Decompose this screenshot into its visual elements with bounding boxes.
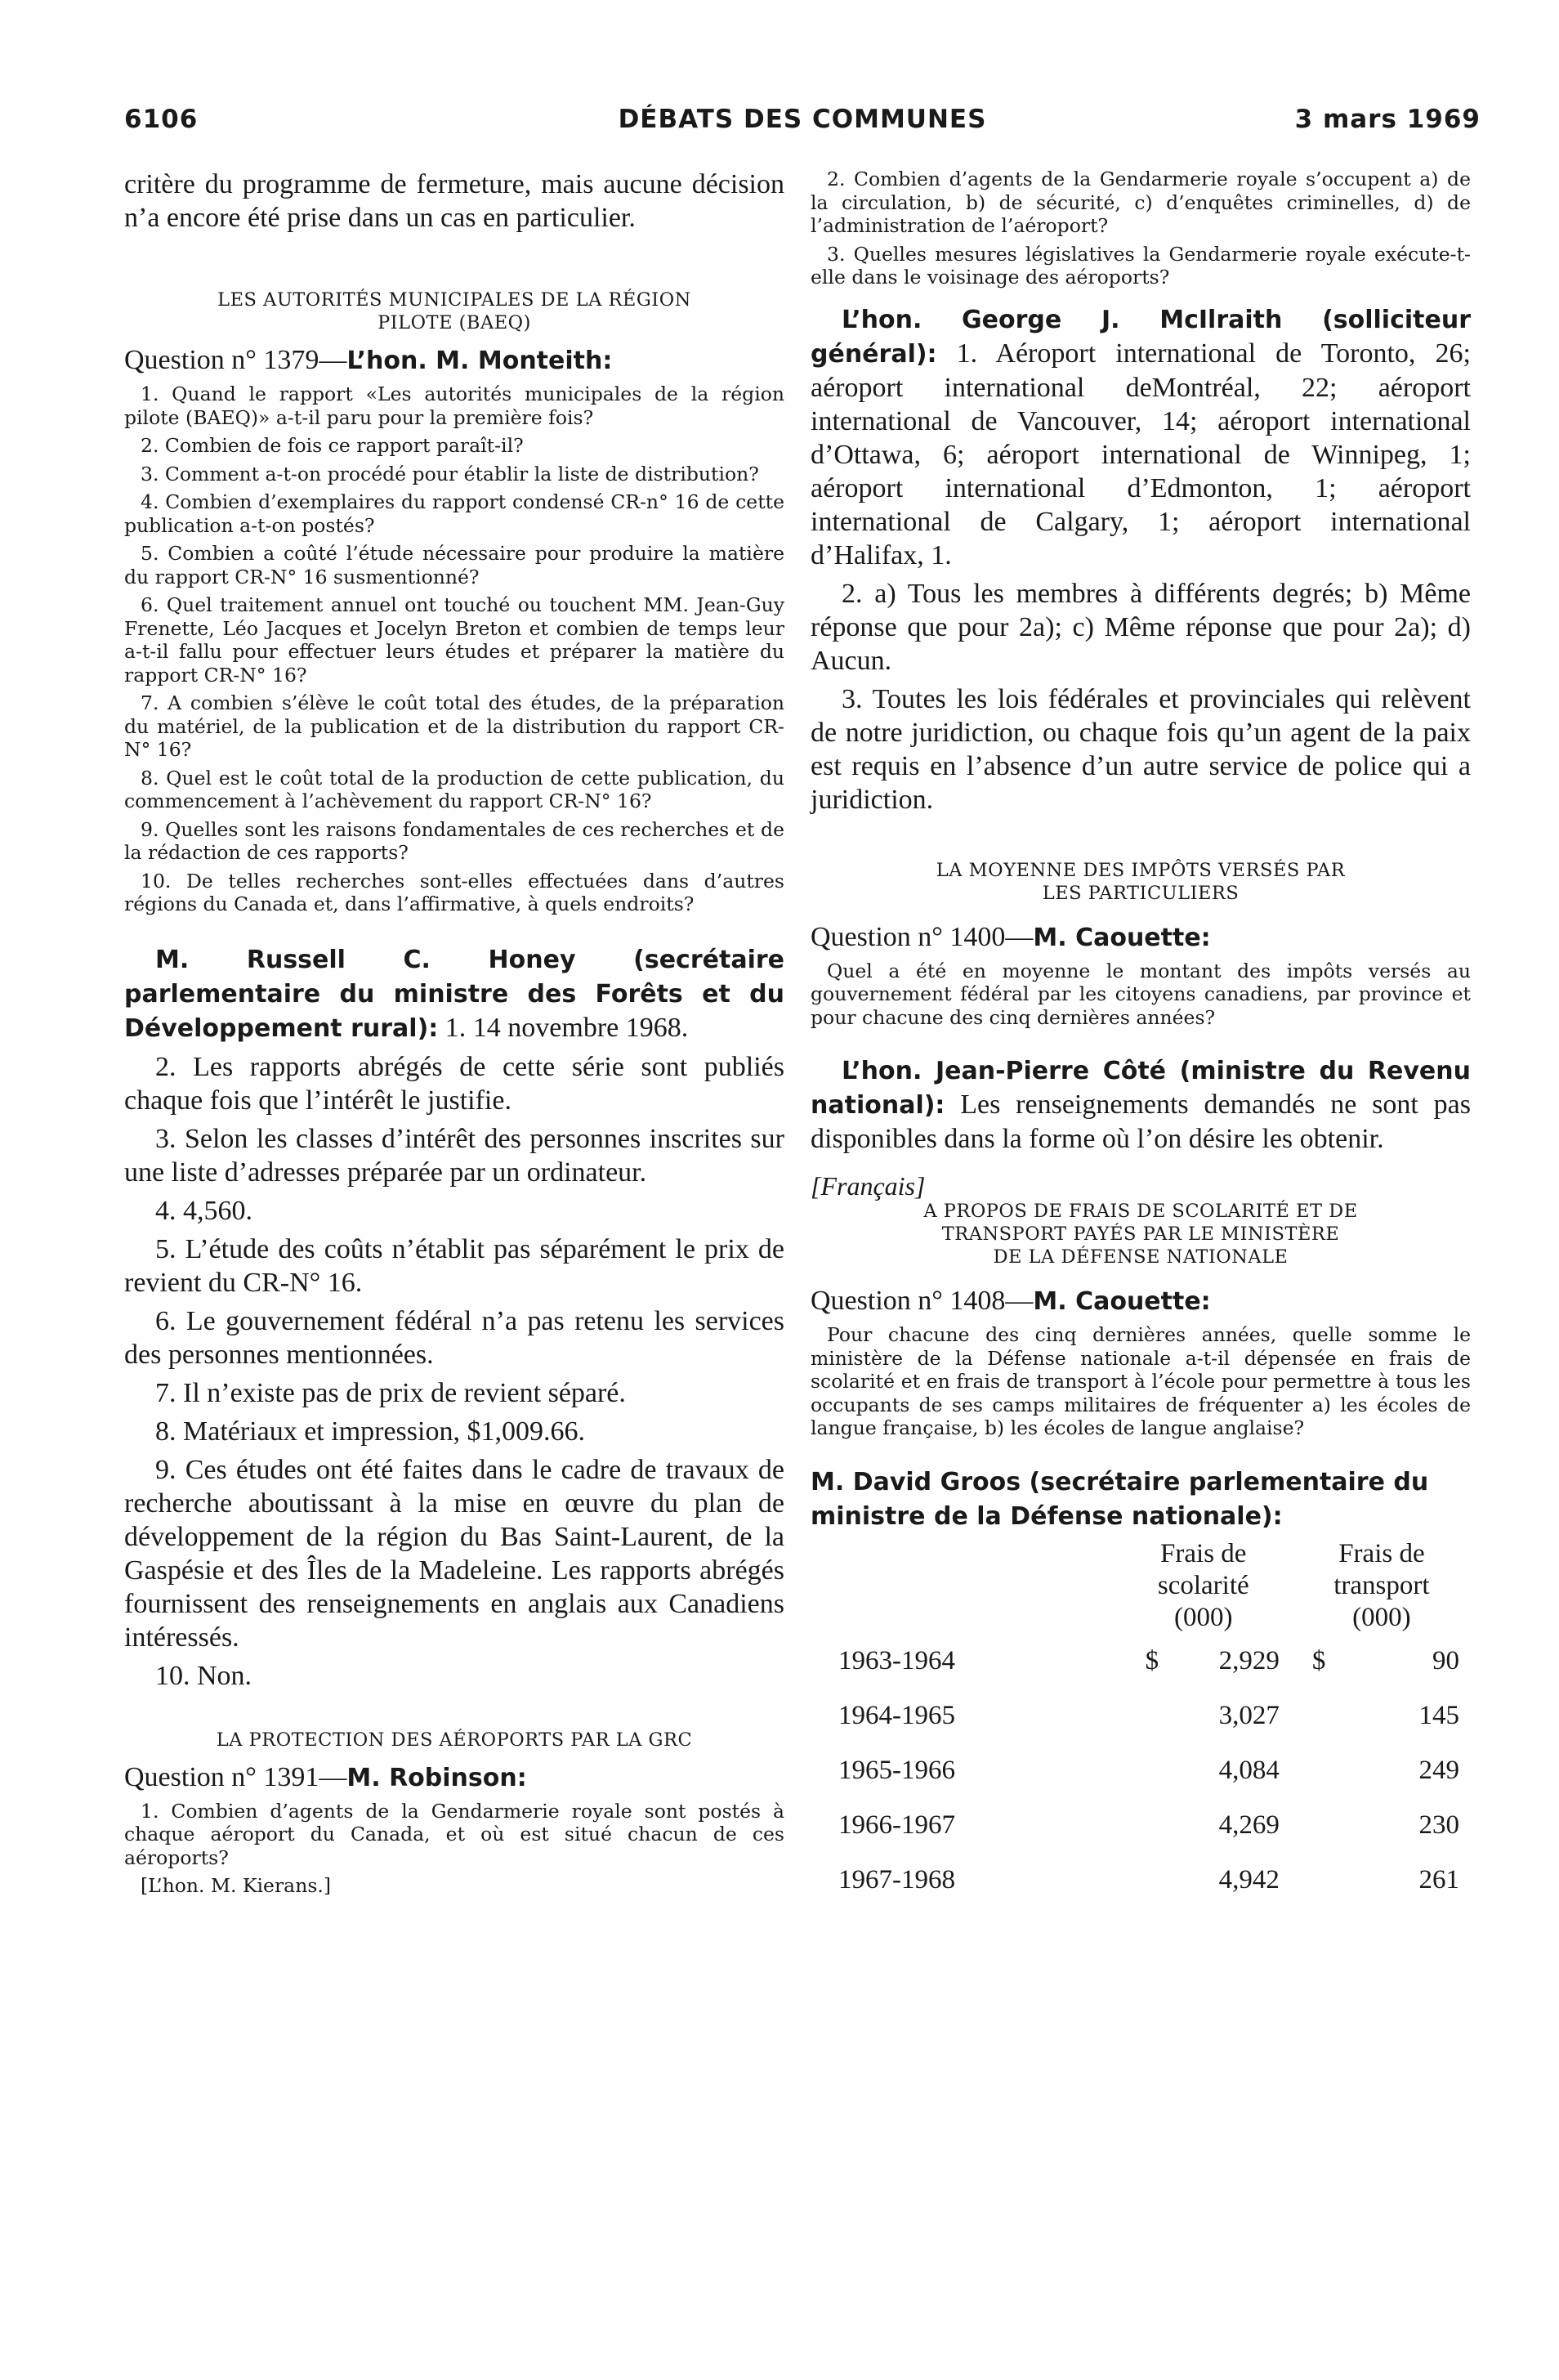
- question-item: 1. Quand le rapport «Les autorités municipales de la région pilote (BAEQ)» a-t-il paru pour la première fois?: [124, 382, 784, 429]
- tuition-value: 2,929: [1218, 1645, 1280, 1675]
- section-heading-line: LES PARTICULIERS: [1042, 882, 1240, 904]
- question-item: 1. Combien d’agents de la Gendarmerie royale sont postés à chaque aéroport du Canada, et où est situé chacun de ces aéroports?: [124, 1799, 784, 1869]
- answer-item: 2. a) Tous les membres à différents degrés; b) Même réponse que pour 2a); c) Même réponse que pour 2a); d) Aucun.: [811, 578, 1471, 676]
- section-heading-line: TRANSPORT PAYÉS PAR LE MINISTÈRE: [941, 1224, 1340, 1245]
- question-1391: [124, 1761, 784, 1795]
- table-row: [811, 1853, 1471, 1908]
- year-cell: 1967-1968: [838, 1864, 955, 1895]
- question-number: Question n° 1391—: [124, 1761, 347, 1792]
- tuition-value: 4,084: [1218, 1755, 1280, 1785]
- page-header: [124, 105, 1481, 145]
- question-item: 10. De telles recherches sont-elles effectuées dans d’autres régions du Canada et, dans l’affirmative, à quels endroits?: [124, 869, 784, 915]
- speaker-name: M. Russell C. Honey (secrétaire parlementaire du ministre des Forêts et du Développement rural):: [124, 945, 784, 1043]
- question-item: 4. Combien d’exemplaires du rapport condensé CR-n° 16 de cette publication a-t-on postés?: [124, 490, 784, 537]
- section-heading-baeq: [124, 289, 784, 334]
- question-text: Quel a été en moyenne le montant des impôts versés au gouvernement fédéral par les citoyens canadiens, par province et pour chacune des cinq dernières années?: [811, 959, 1471, 1029]
- answer-item: 2. Les rapports abrégés de cette série sont publiés chaque fois que l’intérêt le justifie.: [124, 1051, 784, 1116]
- speaker-name: M. David Groos (secrétaire parlementaire du ministre de la Défense nationale):: [811, 1467, 1429, 1531]
- table-row: [811, 1634, 1471, 1689]
- section-heading-line: A PROPOS DE FRAIS DE SCOLARITÉ ET DE: [923, 1201, 1358, 1222]
- transport-cell: [1293, 1798, 1471, 1853]
- transport-value: 261: [1418, 1864, 1459, 1895]
- speaker-name: L’hon. Jean-Pierre Côté (ministre du Revenu national):: [811, 1057, 1471, 1120]
- fees-table: [811, 1538, 1471, 1908]
- question-member: L’hon. M. Monteith:: [346, 347, 613, 375]
- transport-cell: [1293, 1743, 1471, 1798]
- answer-item: 9. Ces études ont été faites dans le cadre de travaux de recherche aboutissant à la mise en œuvre du plan de développement de la région du Bas Saint-Laurent, de la Gaspésie et des Îles de la Madeleine. Les rapports abrégés fournissent des renseignements en anglais aux Canadiens intéressés.: [124, 1454, 784, 1653]
- question-number: Question n° 1400—: [811, 921, 1034, 952]
- column-header-line: (000): [1174, 1602, 1233, 1632]
- table-header-tuition: [1115, 1538, 1293, 1634]
- answer-item: 3. Toutes les lois fédérales et provinciales qui relèvent de notre juridiction, ou chaque fois qu’un agent de la paix est requis en l’absence d’un autre service de police qui a juridiction.: [811, 683, 1471, 815]
- transport-value: 249: [1418, 1755, 1459, 1785]
- answer-groos: [811, 1465, 1471, 1533]
- speaker-name: L’hon. George J. McIlraith (solliciteur général):: [811, 305, 1471, 369]
- right-column: [811, 168, 1471, 1908]
- question-item: 9. Quelles sont les raisons fondamentales de ces recherches et de la rédaction de ces rapports?: [124, 817, 784, 864]
- transport-value: 145: [1418, 1700, 1459, 1730]
- question-item: 5. Combien a coûté l’étude nécessaire pour produire la matière du rapport CR-N° 16 susmentionné?: [124, 542, 784, 588]
- transport-value: 90: [1432, 1645, 1459, 1675]
- answer-cote: [811, 1054, 1471, 1156]
- currency-sign: $: [1145, 1645, 1159, 1675]
- tuition-cell: [1115, 1853, 1293, 1908]
- answer-text: 1. 14 novembre 1968.: [438, 1012, 689, 1043]
- answer-item: 8. Matériaux et impression, $1,009.66.: [155, 1416, 585, 1447]
- sitting-date: 3 mars 1969: [1294, 105, 1481, 134]
- question-text: Pour chacune des cinq dernières années, quelle somme le ministère de la Défense nationale a-t-il dépensée en frais de scolarité et en frais de transport à l’école pour permettre à tous les occupants de ses camps militaires de fréquenter a) les écoles de langue française, b) les écoles de langue anglaise?: [811, 1323, 1471, 1439]
- transport-value: 230: [1418, 1810, 1459, 1840]
- attribution: [L’hon. M. Kierans.]: [141, 1874, 332, 1897]
- section-heading-impots: [811, 859, 1471, 905]
- table-row: [811, 1689, 1471, 1743]
- left-column: [124, 168, 784, 1903]
- column-header-line: Frais de: [1338, 1538, 1425, 1568]
- table-row: [811, 1798, 1471, 1853]
- table-header-transport: [1293, 1538, 1471, 1634]
- question-item: 8. Quel est le coût total de la production de cette publication, du commencement à l’achèvement du rapport CR-N° 16?: [124, 766, 784, 812]
- answer-item: 6. Le gouvernement fédéral n’a pas retenu les services des personnes mentionnées.: [124, 1305, 784, 1370]
- tuition-cell: [1115, 1634, 1293, 1689]
- question-item: 2. Combien d’agents de la Gendarmerie royale s’occupent a) de la circulation, b) de sécurité, c) d’enquêtes criminelles, d) de l’administration de l’aéroport?: [811, 168, 1471, 237]
- question-member: M. Caouette:: [1033, 1287, 1211, 1316]
- intro-paragraph: critère du programme de fermeture, mais aucune décision n’a encore été prise dans un cas en particulier.: [124, 169, 784, 233]
- tuition-value: 4,942: [1218, 1864, 1280, 1895]
- column-header-line: transport: [1333, 1570, 1430, 1600]
- section-heading-line: PILOTE (BAEQ): [377, 312, 531, 333]
- answer-text: Les renseignements demandés ne sont pas disponibles dans la forme où l’on désire les obtenir.: [811, 1089, 1471, 1154]
- currency-sign: $: [1311, 1645, 1326, 1675]
- table-header-row: [811, 1538, 1471, 1634]
- year-cell: 1964-1965: [838, 1700, 955, 1730]
- year-cell: 1963-1964: [838, 1645, 955, 1675]
- answer-item: 4. 4,560.: [155, 1195, 252, 1226]
- language-tag: [Français]: [811, 1171, 926, 1201]
- answer-item: 3. Selon les classes d’intérêt des personnes inscrites sur une liste d’adresses préparée par un ordinateur.: [124, 1123, 784, 1188]
- year-cell: 1965-1966: [838, 1755, 955, 1785]
- transport-cell: [1293, 1634, 1471, 1689]
- question-item: 7. A combien s’élève le coût total des études, de la préparation du matériel, de la publication et de la distribution du rapport CR-N° 16?: [124, 691, 784, 761]
- column-header-line: (000): [1352, 1602, 1411, 1632]
- section-heading-grc: LA PROTECTION DES AÉROPORTS PAR LA GRC: [216, 1729, 693, 1751]
- tuition-cell: [1115, 1689, 1293, 1743]
- tuition-value: 4,269: [1218, 1810, 1280, 1840]
- answer-item: 10. Non.: [155, 1660, 252, 1691]
- question-number: Question n° 1379—: [124, 345, 347, 375]
- question-1408: [811, 1285, 1471, 1318]
- year-cell: 1966-1967: [838, 1810, 955, 1840]
- question-1379: [124, 344, 784, 378]
- answer-text: 1. Aéroport international de Toronto, 26; aéroport international deMontréal, 22; aéroport international de Vancouver, 14; aéroport international d’Ottawa, 6; aéroport international de Winnipeg, 1; aéroport international d’Edmonton, 1; aéroport international de Calgary, 1; aéroport international d’Halifax, 1.: [811, 338, 1471, 570]
- answer-item: 7. Il n’existe pas de prix de revient séparé.: [155, 1377, 626, 1408]
- question-number: Question n° 1408—: [811, 1286, 1034, 1316]
- transport-cell: [1293, 1689, 1471, 1743]
- question-item: 3. Quelles mesures législatives la Gendarmerie royale exécute-t-elle dans le voisinage des aéroports?: [811, 242, 1471, 289]
- publication-title: DÉBATS DES COMMUNES: [618, 105, 987, 134]
- question-item: 2. Combien de fois ce rapport paraît-il?: [141, 434, 524, 457]
- question-item: 3. Comment a-t-on procédé pour établir la liste de distribution?: [141, 462, 759, 485]
- page-number: 6106: [124, 105, 199, 134]
- tuition-cell: [1115, 1743, 1293, 1798]
- section-heading-line: LA MOYENNE DES IMPÔTS VERSÉS PAR: [936, 859, 1346, 881]
- answer-item: 5. L’étude des coûts n’établit pas séparément le prix de revient du CR-N° 16.: [124, 1233, 784, 1298]
- answer-mcilraith: [811, 302, 1471, 572]
- answer-honey: [124, 942, 784, 1045]
- column-header-line: scolarité: [1157, 1570, 1249, 1600]
- question-member: M. Robinson:: [346, 1763, 527, 1792]
- section-heading-line: DE LA DÉFENSE NATIONALE: [993, 1246, 1289, 1268]
- section-heading-line: LES AUTORITÉS MUNICIPALES DE LA RÉGION: [217, 289, 691, 311]
- column-header-line: Frais de: [1160, 1538, 1247, 1568]
- section-heading-frais: [811, 1200, 1471, 1268]
- table-header-year: [811, 1538, 1115, 1634]
- tuition-cell: [1115, 1798, 1293, 1853]
- question-member: M. Caouette:: [1033, 923, 1211, 952]
- question-1400: [811, 921, 1471, 955]
- table-row: [811, 1743, 1471, 1798]
- transport-cell: [1293, 1853, 1471, 1908]
- question-item: 6. Quel traitement annuel ont touché ou touchent MM. Jean-Guy Frenette, Léo Jacques et Jocelyn Breton et combien de temps leur a-t-il fallu pour effectuer leurs études et préparer la matière du rapport CR-N° 16?: [124, 593, 784, 687]
- tuition-value: 3,027: [1218, 1700, 1280, 1730]
